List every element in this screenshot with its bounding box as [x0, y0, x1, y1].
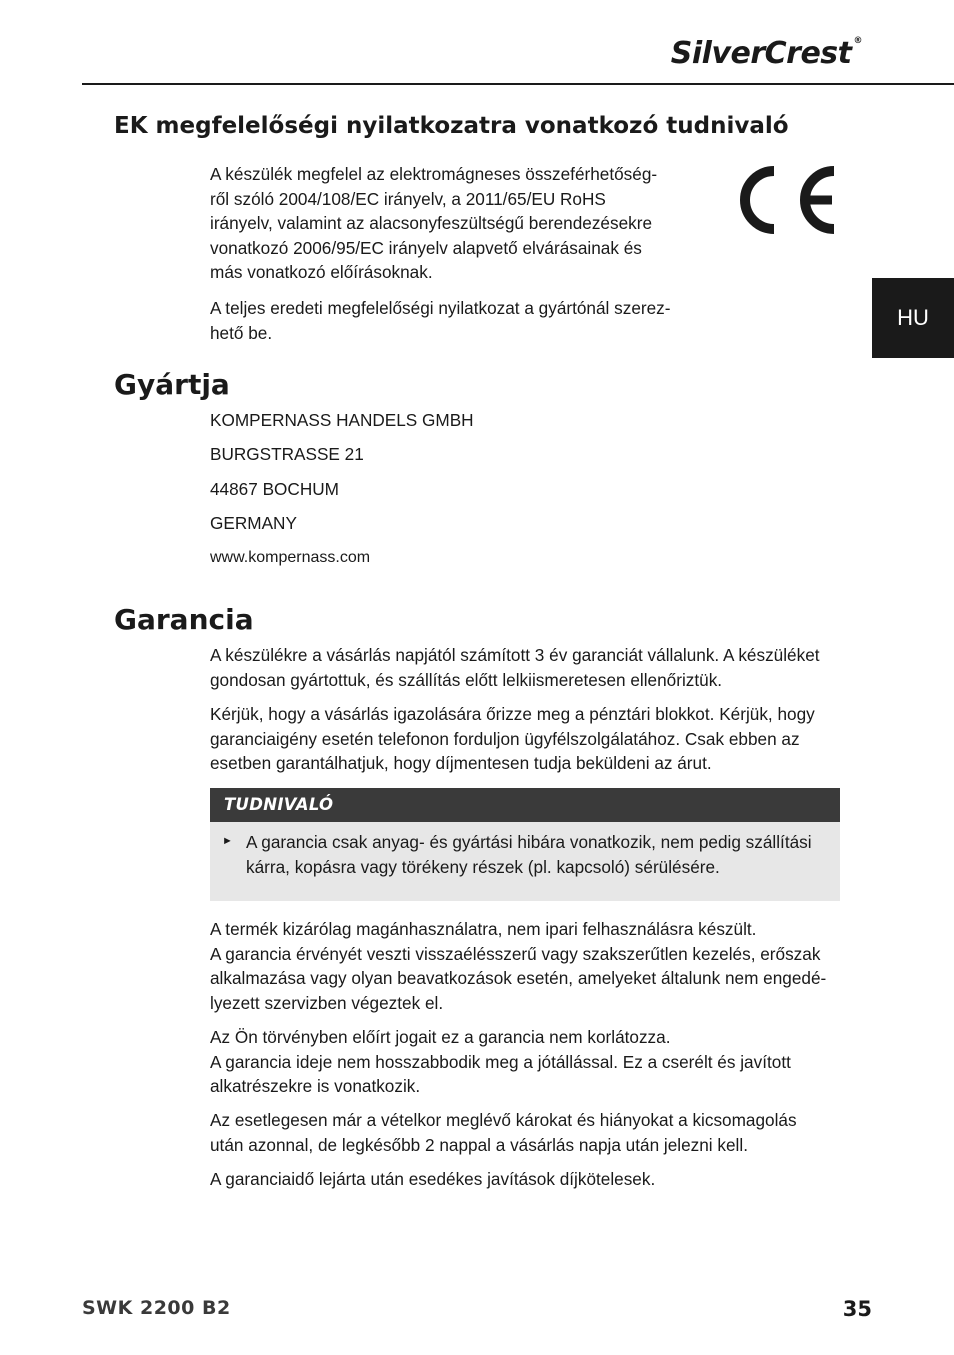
ce-paragraph-1 — [210, 162, 657, 285]
text-line: hető be. — [210, 322, 273, 343]
text-line: A készülékre a vásárlás napjától számított 3 év garanciát vállalunk. A készüléket — [210, 645, 820, 665]
text-line: vonatkozó 2006/95/EC irányelv alapvető elvárásainak és — [210, 237, 642, 258]
text-line: után azonnal, de legkésőbb 2 nappal a vásárlás napja után jelezni kell. — [210, 1134, 748, 1155]
manufacturer-website: www.kompernass.com — [210, 549, 371, 566]
ce-heading: EK megfelelőségi nyilatkozatra vonatkozó tudnivaló — [114, 113, 789, 139]
note-text — [246, 830, 812, 879]
note-title: TUDNIVALÓ — [210, 788, 840, 822]
warranty-heading: Garancia — [114, 603, 254, 636]
manufacturer-heading: Gyártja — [114, 368, 230, 401]
manufacturer-company: KOMPERNASS HANDELS GMBH — [210, 410, 474, 430]
text-line: A garancia ideje nem hosszabbodik meg a jótállással. Ez a cserélt és javított — [210, 1051, 791, 1072]
text-line: Az esetlegesen már a vételkor meglévő károkat és hiányokat a kicsomagolás — [210, 1110, 797, 1130]
text-line: Kérjük, hogy a vásárlás igazolására őrizze meg a pénztári blokkot. Kérjük, hogy — [210, 704, 815, 724]
ce-mark-icon — [730, 164, 840, 236]
text-line: A garanciaidő lejárta után esedékes javítások díjkötelesek. — [210, 1169, 656, 1189]
manufacturer-country: GERMANY — [210, 513, 297, 533]
page-number: 35 — [842, 1297, 872, 1321]
text-line: lyezett szervizben végeztek el. — [210, 992, 444, 1013]
manufacturer-street: BURGSTRASSE 21 — [210, 444, 364, 464]
registered-mark: ® — [853, 36, 862, 46]
ce-paragraph-2 — [210, 296, 671, 345]
brand-name: SilverCrest — [670, 36, 852, 71]
text-line: irányelv, valamint az alacsonyfeszültségű berendezésekre — [210, 213, 653, 234]
text-line: esetben garantálhatjuk, hogy díjmentesen tudja beküldeni az árut. — [210, 753, 712, 774]
text-line: A garancia érvényét veszti visszaélésszerű vagy szakszerűtlen kezelés, erőszak — [210, 943, 821, 964]
note-box — [210, 788, 840, 901]
warranty-paragraph-5 — [210, 1108, 797, 1157]
warranty-paragraph-3 — [210, 917, 826, 1015]
text-line: kárra, kopásra vagy törékeny részek (pl. kapcsoló) sérülésére. — [246, 856, 720, 877]
text-line: A garancia csak anyag- és gyártási hibára vonatkozik, nem pedig szállítási — [246, 832, 812, 852]
text-line: más vonatkozó előírásoknak. — [210, 262, 433, 283]
warranty-paragraph-1 — [210, 643, 820, 692]
footer-model: SWK 2200 B2 — [82, 1297, 231, 1319]
text-line: gondosan gyártottuk, és szállítás előtt lelkiismeretesen ellenőriztük. — [210, 669, 723, 690]
text-line: A teljes eredeti megfelelőségi nyilatkozat a gyártónál szerez- — [210, 298, 671, 318]
text-line: alkatrészekre is vonatkozik. — [210, 1076, 421, 1097]
text-line: ről szóló 2004/108/EC irányelv, a 2011/65/EU RoHS — [210, 188, 606, 209]
brand-logo — [671, 36, 862, 71]
warranty-paragraph-2 — [210, 702, 815, 776]
manufacturer-city: 44867 BOCHUM — [210, 479, 339, 499]
warranty-paragraph-6 — [210, 1167, 655, 1192]
text-line: garanciaigény esetén telefonon forduljon ügyfélszolgálatához. Csak ebben az — [210, 728, 800, 749]
text-line: Az Ön törvényben előírt jogait ez a garancia nem korlátozza. — [210, 1027, 671, 1047]
header-rule — [82, 83, 954, 85]
language-tab: HU — [872, 278, 954, 358]
triangle-bullet-icon: ► — [222, 835, 233, 847]
text-line: A készülék megfelel az elektromágneses összeférhetőség- — [210, 164, 658, 184]
text-line: A termék kizárólag magánhasználatra, nem ipari felhasználásra készült. — [210, 919, 757, 939]
text-line: alkalmazása vagy olyan beavatkozások esetén, amelyeket általunk nem engedé- — [210, 968, 827, 989]
warranty-paragraph-4 — [210, 1025, 791, 1099]
